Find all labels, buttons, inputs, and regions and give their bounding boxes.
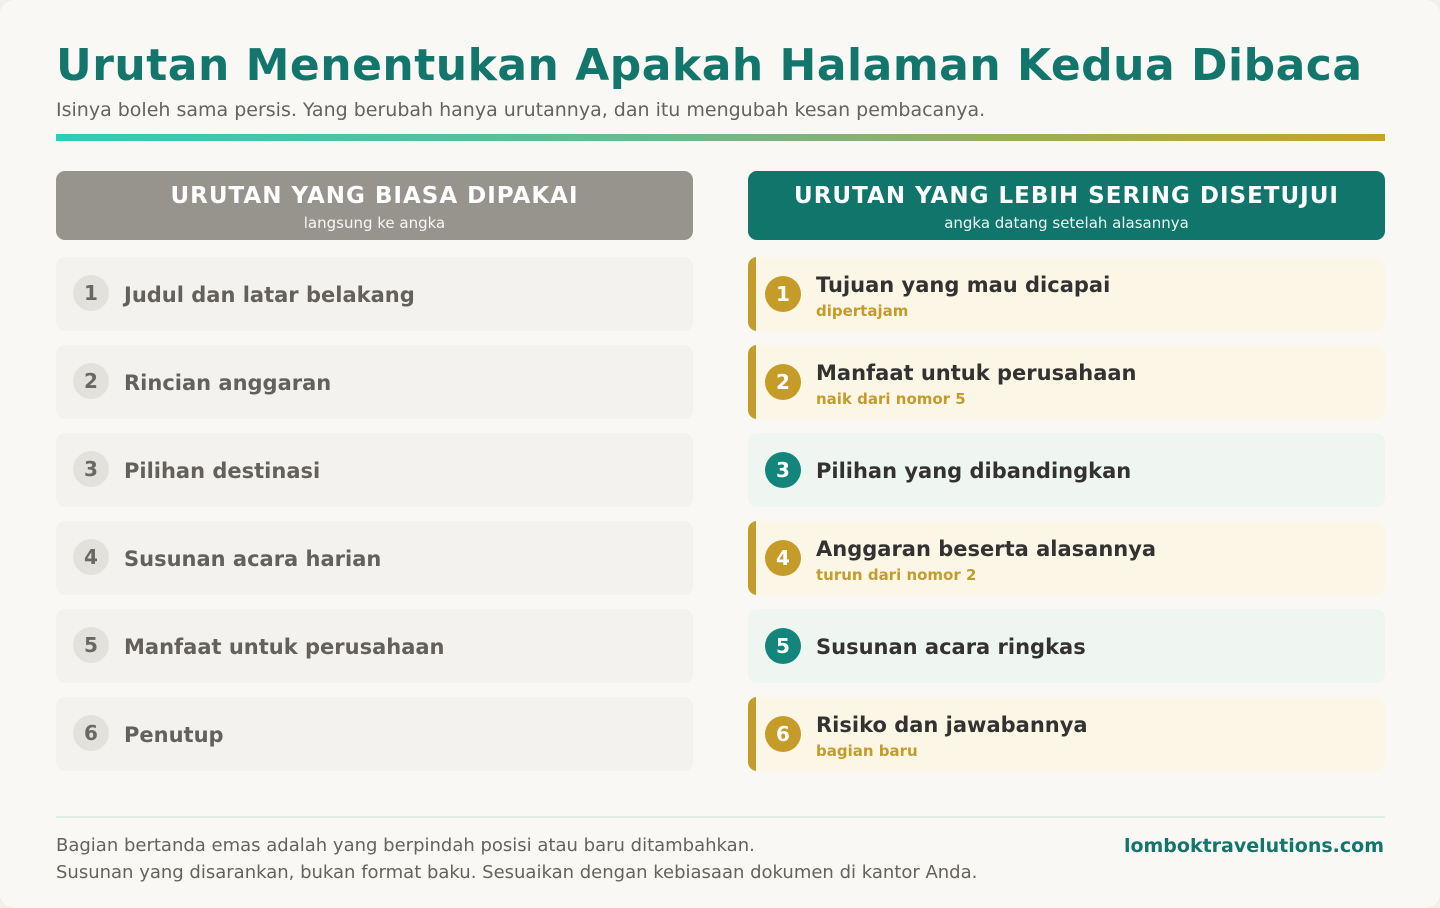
left-step-4	[56, 521, 693, 595]
step-label: Manfaat untuk perusahaan	[816, 361, 1137, 385]
left-step-3	[56, 433, 693, 507]
step-number-badge: 5	[73, 627, 109, 663]
right-step-2	[748, 345, 1385, 419]
step-number-badge: 6	[73, 715, 109, 751]
step-label: Penutup	[124, 723, 224, 747]
step-number-badge: 4	[765, 540, 801, 576]
step-number-badge: 2	[765, 364, 801, 400]
right-step-5	[748, 609, 1385, 683]
left-column-header	[56, 171, 693, 240]
step-number-badge: 1	[73, 275, 109, 311]
step-number-badge: 3	[765, 452, 801, 488]
brand-link[interactable]: lomboktravelutions.com	[1123, 835, 1384, 857]
left-step-5	[56, 609, 693, 683]
step-label: Pilihan yang dibandingkan	[816, 459, 1132, 483]
step-number-badge: 5	[765, 628, 801, 664]
step-number-badge: 6	[765, 716, 801, 752]
footer-note-1: Bagian bertanda emas adalah yang berpindah posisi atau baru ditambahkan.	[56, 835, 755, 856]
step-change-note: dipertajam	[816, 302, 909, 320]
right-column-title: URUTAN YANG LEBIH SERING DISETUJUI	[794, 183, 1339, 209]
step-number-badge: 1	[765, 276, 801, 312]
step-change-note: bagian baru	[816, 742, 918, 760]
step-number-badge: 3	[73, 451, 109, 487]
step-label: Anggaran beserta alasannya	[816, 537, 1157, 561]
step-label: Pilihan destinasi	[124, 459, 321, 483]
gold-accent-bar	[748, 521, 756, 595]
gold-accent-bar	[748, 697, 756, 771]
left-column-title: URUTAN YANG BIASA DIPAKAI	[170, 183, 579, 209]
right-step-3	[748, 433, 1385, 507]
step-label: Susunan acara harian	[124, 547, 382, 571]
step-change-note: turun dari nomor 2	[816, 566, 977, 584]
step-change-note: naik dari nomor 5	[816, 390, 966, 408]
step-label: Judul dan latar belakang	[124, 283, 415, 307]
step-label: Risiko dan jawabannya	[816, 713, 1088, 737]
right-step-4	[748, 521, 1385, 595]
page-subtitle: Isinya boleh sama persis. Yang berubah hanya urutannya, dan itu mengubah kesan pembacanya.	[56, 99, 986, 121]
footer-note-2: Susunan yang disarankan, bukan format baku. Sesuaikan dengan kebiasaan dokumen di kantor Anda.	[56, 862, 978, 883]
step-number-badge: 2	[73, 363, 109, 399]
step-label: Manfaat untuk perusahaan	[124, 635, 445, 659]
right-step-1	[748, 257, 1385, 331]
gold-accent-bar	[748, 345, 756, 419]
right-column-header	[748, 171, 1385, 240]
step-label: Susunan acara ringkas	[816, 635, 1086, 659]
footer-divider	[56, 816, 1385, 818]
gradient-divider	[56, 134, 1385, 141]
right-step-6	[748, 697, 1385, 771]
page-title: Urutan Menentukan Apakah Halaman Kedua Dibaca	[56, 40, 1363, 91]
left-step-6	[56, 697, 693, 771]
step-number-badge: 4	[73, 539, 109, 575]
left-step-1	[56, 257, 693, 331]
left-step-2	[56, 345, 693, 419]
step-label: Tujuan yang mau dicapai	[816, 273, 1111, 297]
right-column-subtitle: angka datang setelah alasannya	[944, 214, 1189, 232]
step-label: Rincian anggaran	[124, 371, 332, 395]
left-column-subtitle: langsung ke angka	[303, 214, 446, 232]
gold-accent-bar	[748, 257, 756, 331]
